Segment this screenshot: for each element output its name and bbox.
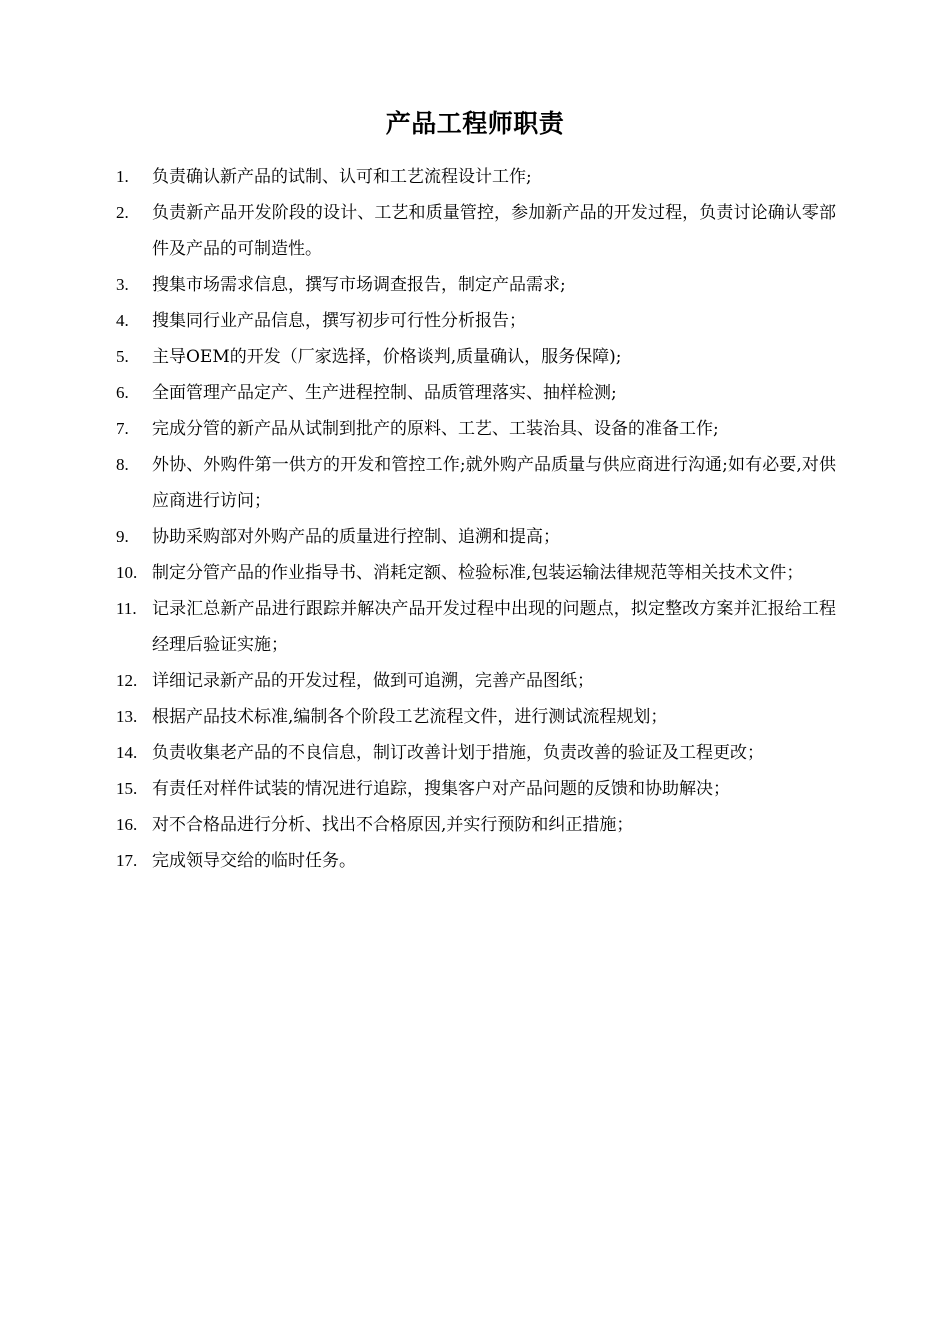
list-item <box>116 447 836 519</box>
list-item <box>116 303 836 339</box>
duties-list <box>116 159 836 879</box>
item-number: 16. <box>116 815 138 834</box>
list-item <box>116 591 836 663</box>
item-text: 负责收集老产品的不良信息，制订改善计划于措施，负责改善的验证及工程更改； <box>152 743 764 763</box>
item-text: 搜集同行业产品信息，撰写初步可行性分析报告； <box>152 311 526 331</box>
list-item <box>116 663 836 699</box>
item-text: 完成领导交给的临时任务。 <box>152 851 356 871</box>
list-item <box>116 699 836 735</box>
item-number: 11. <box>116 599 137 618</box>
list-item <box>116 771 836 807</box>
list-item <box>116 195 836 267</box>
item-text: 负责确认新产品的试制、认可和工艺流程设计工作; <box>152 167 532 187</box>
item-number: 17. <box>116 851 138 870</box>
list-item <box>116 159 836 195</box>
item-number: 9. <box>116 527 129 546</box>
item-text: 全面管理产品定产、生产进程控制、品质管理落实、抽样检测; <box>152 383 617 403</box>
item-number: 14. <box>116 743 138 762</box>
list-item <box>116 843 836 879</box>
list-item <box>116 519 836 555</box>
item-text: 对不合格品进行分析、找出不合格原因,并实行预防和纠正措施； <box>152 815 634 835</box>
item-number: 3. <box>116 275 129 294</box>
item-text: 搜集市场需求信息，撰写市场调查报告，制定产品需求; <box>152 275 566 295</box>
item-text: 制定分管产品的作业指导书、消耗定额、检验标准,包装运输法律规范等相关技术文件； <box>152 563 804 583</box>
item-text: 有责任对样件试装的情况进行追踪，搜集客户对产品问题的反馈和协助解决； <box>152 779 730 799</box>
item-text: 负责新产品开发阶段的设计、工艺和质量管控，参加新产品的开发过程，负责讨论确认零部件及产品的可制造性。 <box>152 203 836 259</box>
item-number: 10. <box>116 563 138 582</box>
item-text: 外协、外购件第一供方的开发和管控工作;就外购产品质量与供应商进行沟通;如有必要,对供应商进行访问； <box>152 455 836 511</box>
item-number: 15. <box>116 779 138 798</box>
item-number: 5. <box>116 347 129 366</box>
item-number: 13. <box>116 707 138 726</box>
item-text: 完成分管的新产品从试制到批产的原料、工艺、工装治具、设备的准备工作; <box>152 419 719 439</box>
item-number: 6. <box>116 383 129 402</box>
item-text: 记录汇总新产品进行跟踪并解决产品开发过程中出现的问题点，拟定整改方案并汇报给工程经理后验证实施； <box>152 599 836 655</box>
item-number: 1. <box>116 167 129 186</box>
item-text: 根据产品技术标准,编制各个阶段工艺流程文件，进行测试流程规划； <box>152 707 668 727</box>
list-item <box>116 807 836 843</box>
item-number: 4. <box>116 311 129 330</box>
document-title: 产品工程师职责 <box>385 109 565 138</box>
list-item <box>116 411 836 447</box>
item-number: 2. <box>116 203 129 222</box>
list-item <box>116 339 836 375</box>
item-text: 主导OEM的开发（厂家选择，价格谈判,质量确认，服务保障); <box>152 347 622 367</box>
item-text: 详细记录新产品的开发过程，做到可追溯，完善产品图纸； <box>152 671 594 691</box>
list-item <box>116 375 836 411</box>
list-item <box>116 267 836 303</box>
item-number: 12. <box>116 671 138 690</box>
item-number: 7. <box>116 419 129 438</box>
item-text: 协助采购部对外购产品的质量进行控制、追溯和提高； <box>152 527 560 547</box>
item-number: 8. <box>116 455 129 474</box>
list-item <box>116 735 836 771</box>
list-item <box>116 555 836 591</box>
